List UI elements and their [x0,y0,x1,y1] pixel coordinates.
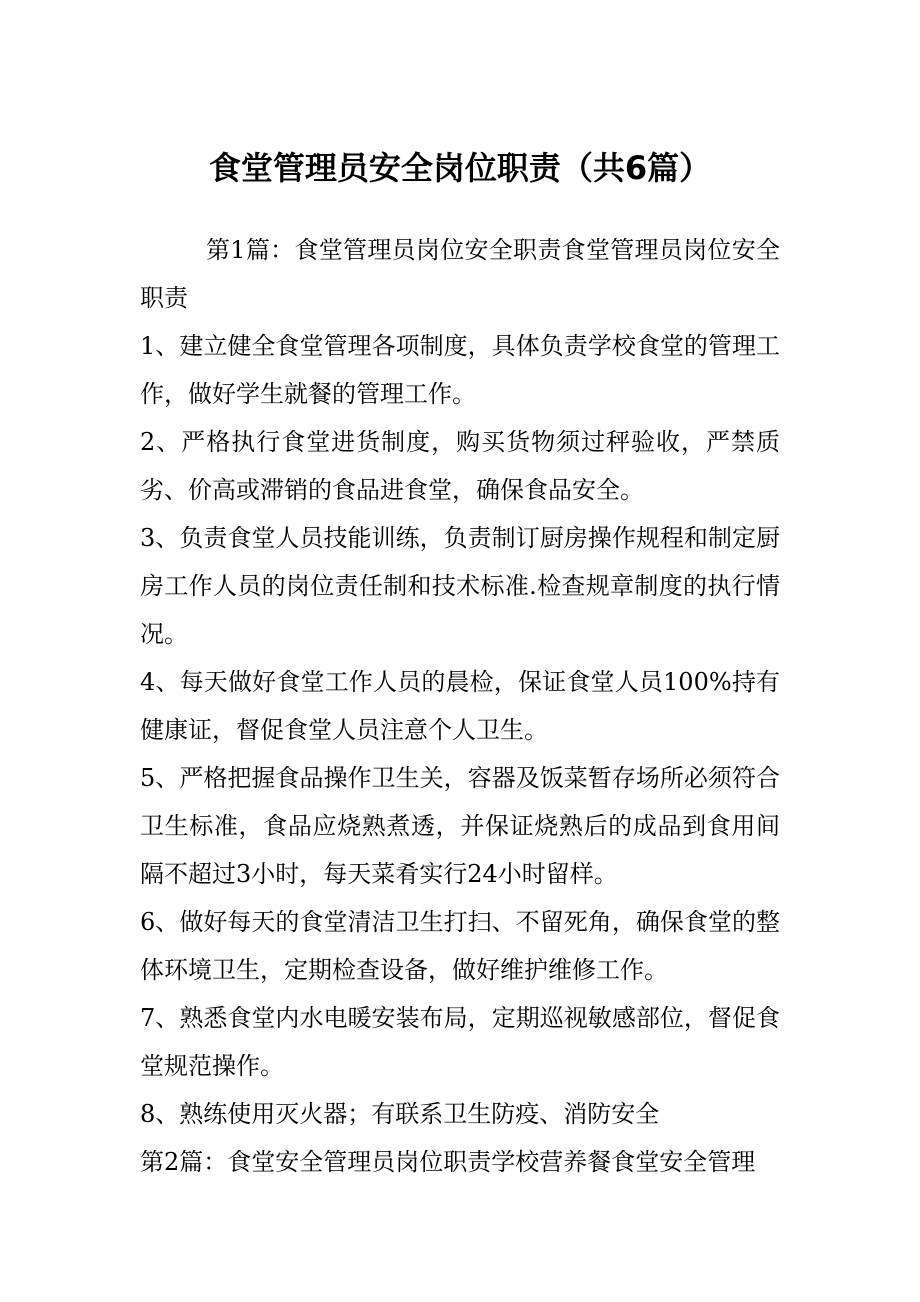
duty-item-1: 1、建立健全食堂管理各项制度，具体负责学校食堂的管理工作，做好学生就餐的管理工作。 [140,332,780,408]
duty-item-3: 3、负责食堂人员技能训练，负责制订厨房操作规程和制定厨房工作人员的岗位责任制和技术标准.检查规章制度的执行情况。 [140,524,780,648]
section-heading-2: 第2篇：食堂安全管理员岗位职责学校营养餐食堂安全管理 [140,1148,756,1176]
duty-item-2: 2、严格执行食堂进货制度，购买货物须过秤验收，严禁质劣、价高或滞销的食品进食堂，确保食品安全。 [140,428,780,504]
document-title: 食堂管理员安全岗位职责（共6篇） [208,149,712,187]
duty-item-6: 6、做好每天的食堂清洁卫生打扫、不留死角，确保食堂的整体环境卫生，定期检查设备，做好维护维修工作。 [140,908,780,984]
duty-item-5: 5、严格把握食品操作卫生关，容器及饭菜暂存场所必须符合卫生标准，食品应烧熟煮透，并保证烧熟后的成品到食用间隔不超过3小时，每天菜肴实行24小时留样。 [140,764,780,888]
document-body [140,226,780,1186]
duty-item-8: 8、熟练使用灭火器；有联系卫生防疫、消防安全 [140,1100,660,1128]
section-heading-1: 第1篇：食堂管理员岗位安全职责食堂管理员岗位安全职责 [140,236,780,312]
duty-item-7: 7、熟悉食堂内水电暖安装布局，定期巡视敏感部位，督促食堂规范操作。 [140,1004,780,1080]
duty-item-4: 4、每天做好食堂工作人员的晨检，保证食堂人员100%持有健康证，督促食堂人员注意个人卫生。 [140,668,780,744]
